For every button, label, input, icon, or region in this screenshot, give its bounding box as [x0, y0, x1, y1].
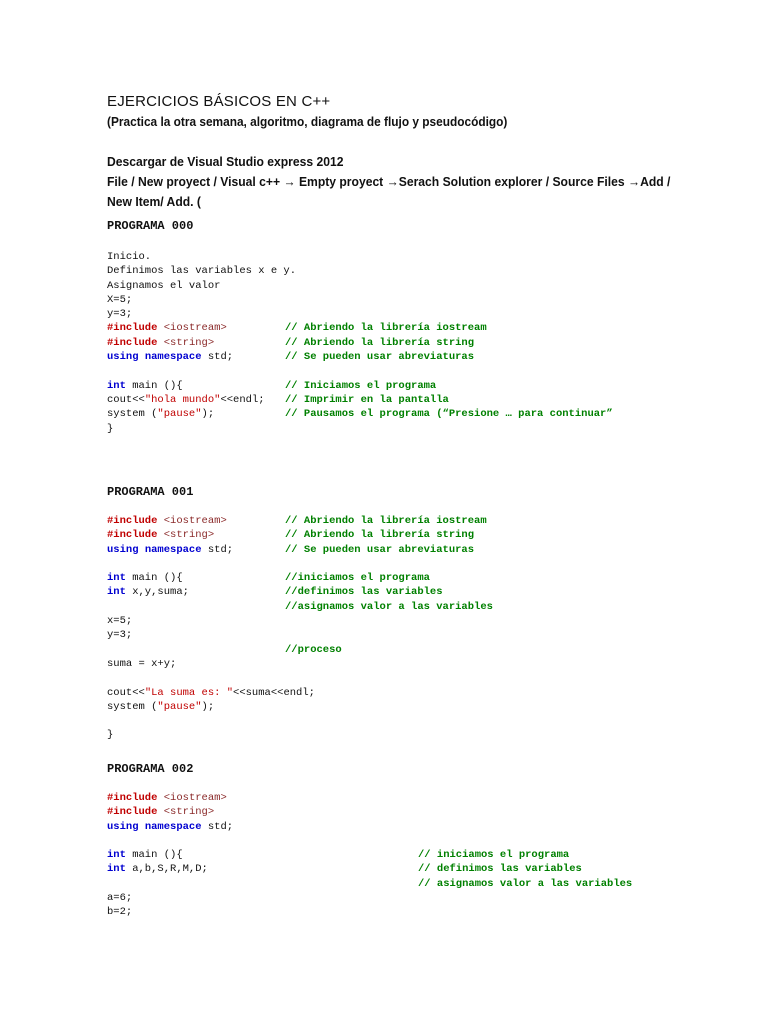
code-line [107, 891, 233, 905]
code-text: #include <string> [107, 806, 215, 819]
code-text: system ("pause"); [107, 700, 215, 713]
code-text: int a,b,S,R,M,D; [107, 863, 208, 876]
code-comment: // Se pueden usar abreviaturas [285, 543, 475, 556]
code-text: } [107, 729, 114, 742]
intro-instructions [107, 152, 696, 212]
code-line [107, 877, 633, 891]
code-text: a=6; [107, 892, 133, 905]
code-line [107, 686, 315, 700]
code-block [107, 514, 493, 743]
code-text: #include <string> [107, 336, 215, 349]
code-text: Definimos las variables x e y. [107, 265, 297, 278]
code-text: X=5; [107, 293, 133, 306]
code-text: } [107, 422, 114, 435]
code-line [107, 600, 493, 614]
code-comment: //proceso [285, 643, 342, 656]
code-line [107, 321, 487, 335]
code-text: b=2; [107, 906, 133, 919]
code-line [107, 820, 233, 834]
code-line [107, 528, 475, 542]
code-line [107, 350, 475, 364]
code-line [107, 614, 315, 628]
code-text: Inicio. [107, 251, 152, 263]
code-text: using namespace std; [107, 820, 234, 833]
code-line [107, 805, 233, 819]
code-text: #include <iostream> [107, 792, 227, 804]
code-line [107, 791, 233, 805]
code-comment: // Abriendo la librería string [285, 529, 475, 542]
code-line [107, 848, 570, 862]
code-text: system ("pause"); [107, 408, 215, 421]
document-title: EJERCICIOS BÁSICOS EN C++ [107, 93, 331, 110]
program-000 [107, 218, 613, 436]
code-comment: //definimos las variables [285, 586, 443, 599]
code-line [107, 250, 296, 264]
document-page [107, 92, 747, 919]
code-line [107, 293, 296, 307]
code-line [107, 585, 443, 599]
code-line [107, 336, 475, 350]
code-line [107, 422, 296, 436]
code-line [107, 700, 315, 714]
code-text: y=3; [107, 308, 133, 321]
code-line [107, 407, 613, 421]
intro-line: File / New proyect / Visual c++ → Empty proyect →Serach Solution explorer / Source Files →Add / [107, 174, 671, 189]
code-text: y=3; [107, 629, 133, 642]
code-text: x=5; [107, 615, 133, 628]
code-text: int main (){ [107, 572, 183, 585]
code-line [107, 364, 296, 378]
code-line [107, 571, 430, 585]
code-line [107, 514, 487, 528]
code-text: cout<<"La suma es: "<<suma<<endl; [107, 686, 315, 699]
code-comment: // asignamos valor a las variables [418, 877, 633, 890]
code-line [107, 543, 475, 557]
code-line [107, 307, 296, 321]
code-comment: // Pausamos el programa (“Presione … para continuar” [285, 408, 613, 421]
code-line [107, 714, 315, 728]
code-text: Asignamos el valor [107, 279, 221, 292]
program-002 [107, 761, 633, 920]
code-comment: // Abriendo la librería iostream [285, 322, 487, 335]
code-text: suma = x+y; [107, 657, 177, 670]
code-block [107, 791, 633, 920]
document-subtitle: (Practica la otra semana, algoritmo, diagrama de flujo y pseudocódigo) [107, 114, 508, 129]
code-line [107, 728, 315, 742]
code-text: #include <iostream> [107, 322, 227, 335]
code-line [107, 279, 296, 293]
code-comment: //iniciamos el programa [285, 572, 430, 585]
code-line [107, 557, 315, 571]
code-line [107, 628, 315, 642]
code-line [107, 657, 315, 671]
code-line [107, 905, 233, 919]
intro-line: New Item/ Add. ( [107, 194, 201, 209]
code-comment: // definimos las variables [418, 863, 582, 876]
code-block [107, 250, 613, 436]
code-comment: // Iniciamos el programa [285, 379, 437, 392]
code-text: int x,y,suma; [107, 586, 189, 599]
code-text: using namespace std; [107, 351, 234, 364]
code-text: #include <iostream> [107, 515, 227, 527]
code-line [107, 834, 233, 848]
program-heading: PROGRAMA 001 [107, 485, 194, 499]
code-line [107, 379, 437, 393]
code-comment: //asignamos valor a las variables [285, 600, 493, 613]
program-001 [107, 484, 493, 743]
code-comment: // iniciamos el programa [418, 849, 570, 862]
program-heading: PROGRAMA 000 [107, 219, 194, 233]
code-text: int main (){ [107, 849, 183, 862]
code-comment: // Se pueden usar abreviaturas [285, 351, 475, 364]
code-line [107, 643, 342, 657]
code-line [107, 264, 296, 278]
code-text: using namespace std; [107, 543, 234, 556]
code-text: #include <string> [107, 529, 215, 542]
intro-line: Descargar de Visual Studio express 2012 [107, 154, 344, 169]
code-text: int main (){ [107, 379, 183, 392]
code-text: cout<<"hola mundo"<<endl; [107, 393, 265, 406]
code-line [107, 393, 449, 407]
code-comment: // Imprimir en la pantalla [285, 393, 449, 406]
code-comment: // Abriendo la librería iostream [285, 515, 487, 527]
program-heading: PROGRAMA 002 [107, 762, 194, 776]
code-line [107, 862, 582, 876]
code-line [107, 671, 315, 685]
code-comment: // Abriendo la librería string [285, 336, 475, 349]
